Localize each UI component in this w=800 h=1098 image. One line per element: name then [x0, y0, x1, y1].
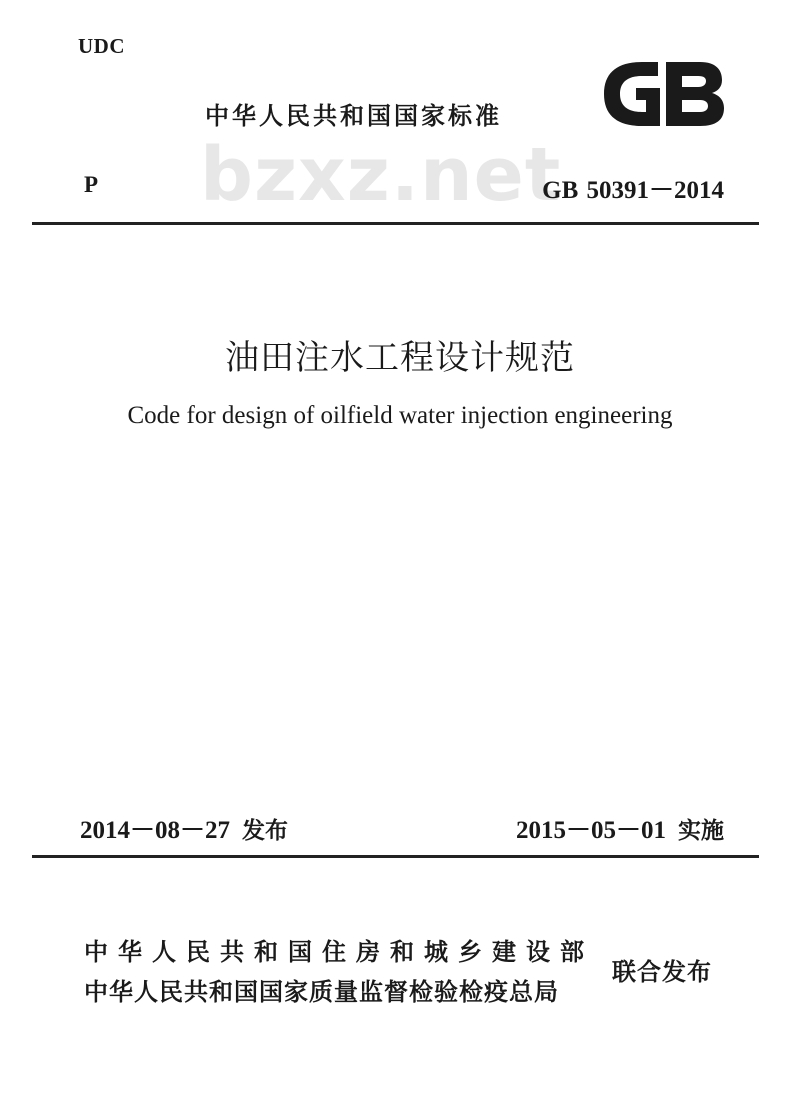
issuer-aqsiq: 中华人民共和国国家质量监督检验检疫总局	[84, 978, 559, 1006]
implementation-label: 实施	[678, 818, 724, 844]
bottom-divider	[32, 855, 759, 858]
classification-code: P	[84, 172, 99, 197]
implementation-date-value: 2015－05－01	[515, 817, 666, 844]
national-standard-heading: 中华人民共和国国家标准	[205, 102, 502, 130]
issue-date	[80, 810, 288, 846]
issue-label: 发布	[242, 818, 289, 844]
top-divider	[32, 222, 759, 225]
title-english: Code for design of oilfield water injection engineering	[127, 402, 673, 429]
standard-number: GB 50391－2014	[542, 177, 724, 204]
joint-issue-label: 联合发布	[612, 958, 712, 986]
issue-date-value: 2014－08－27	[80, 817, 231, 844]
gb-logo	[596, 58, 726, 130]
udc-label: UDC	[78, 34, 125, 58]
implementation-date	[516, 810, 724, 846]
watermark: bzxz.net	[200, 132, 562, 218]
title-chinese: 油田注水工程设计规范	[225, 338, 575, 378]
issuer-ministry-housing: 中华人民共和国住房和城乡建设部	[84, 938, 594, 966]
